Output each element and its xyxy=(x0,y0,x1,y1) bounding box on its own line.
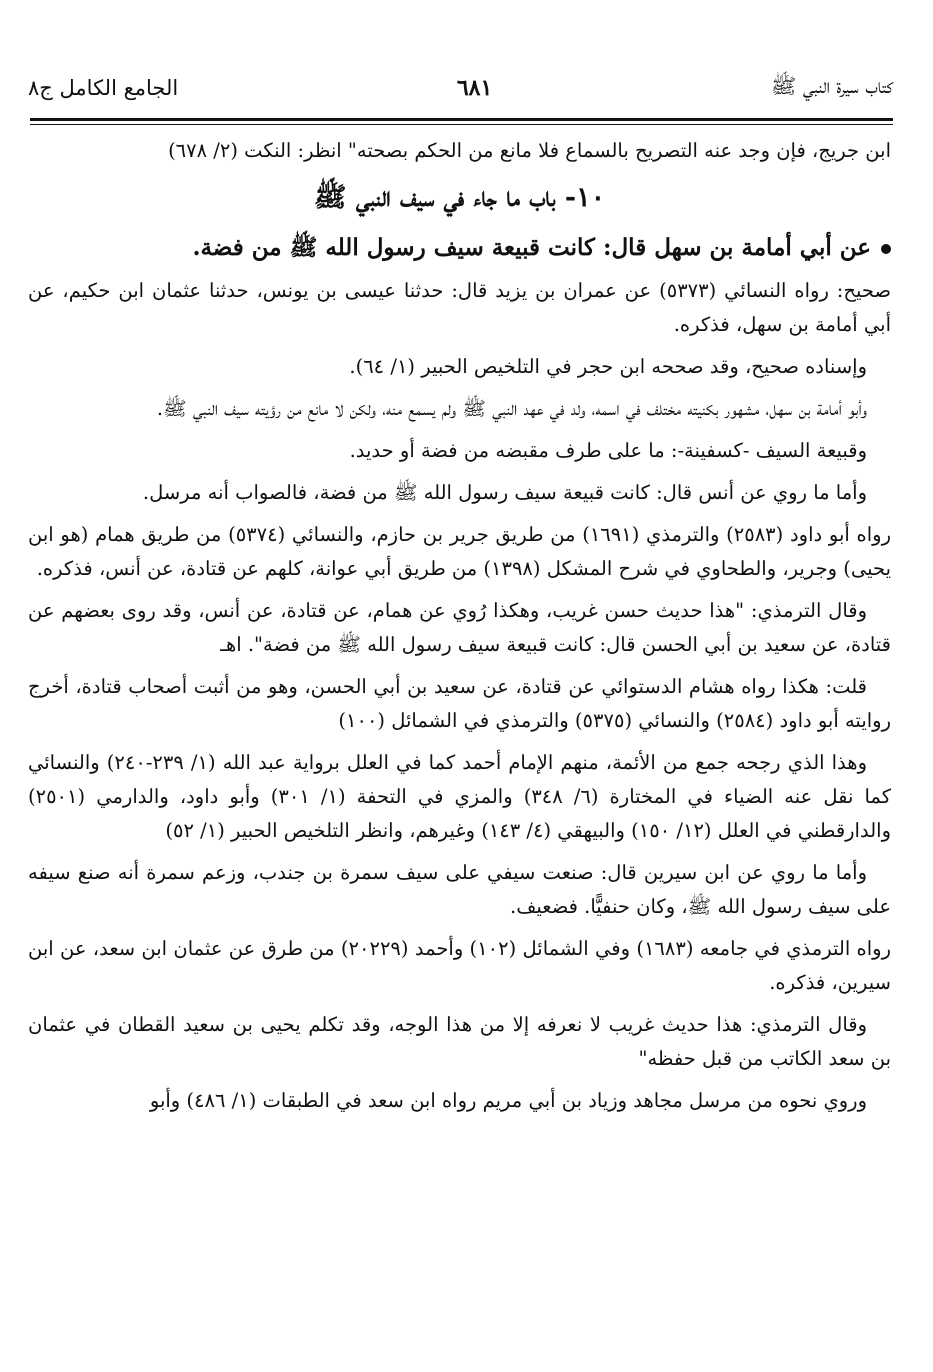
header-rule-thin xyxy=(30,124,893,125)
page-number: ٦٨١ xyxy=(456,75,493,101)
hadith-text xyxy=(28,228,891,268)
header-rule-thick xyxy=(30,118,893,121)
paragraph-definition: وقبيعة السيف -كسفينة-: ما على طرف مقبضه من فضة أو حديد. xyxy=(349,439,867,462)
paragraph-continuation: ابن جريج، فإن وجد عنه التصريح بالسماع فلا مانع من الحكم بصحته" انظر: النكت (٢/ ٦٧٨) xyxy=(168,139,891,162)
paragraph-mursal-note: وروي نحوه من مرسل مجاهد وزياد بن أبي مريم رواه ابن سعد في الطبقات (١/ ٤٨٦) وأبو xyxy=(149,1089,867,1112)
page-body xyxy=(28,134,891,1126)
paragraph-tirmidhi-comment: وقال الترمذي: هذا حديث غريب لا نعرفه إلا من هذا الوجه، وقد تكلم يحيى بن سعيد القطان في عثمان بن سعد الكاتب من قبل حفظه" xyxy=(28,1013,891,1070)
header-book-title: كتاب سيرة النبي ﷺ xyxy=(770,73,893,98)
bullet-icon xyxy=(881,244,891,254)
hadith-text-content: عن أبي أمامة بن سهل قال: كانت قبيعة سيف رسول الله ﷺ من فضة. xyxy=(192,234,871,261)
paragraph-isnad: وإسناده صحيح، وقد صححه ابن حجر في التلخيص الحبير (١/ ٦٤). xyxy=(349,355,867,378)
page-header xyxy=(28,68,893,108)
paragraph-anas-report: وأما ما روي عن أنس قال: كانت قبيعة سيف رسول الله ﷺ من فضة، فالصواب أنه مرسل. xyxy=(142,481,867,504)
header-volume-title: الجامع الكامل ج٨ xyxy=(28,76,179,100)
chapter-heading: ١٠- باب ما جاء في سيف النبي ﷺ xyxy=(313,182,606,213)
paragraph-ibn-sirin-report: وأما ما روي عن ابن سيرين قال: صنعت سيفي على سيف سمرة بن جندب، وزعم سمرة أنه صنع سيفه على سيف رسول الله ﷺ، وكان حنفيًّا. فضعيف. xyxy=(28,861,891,918)
paragraph-anas-takhrij: رواه أبو داود (٢٥٨٣) والترمذي (١٦٩١) من طريق جرير بن حازم، والنسائي (٥٣٧٤) من طريق همام (هو ابن يحيى) وجرير، والطحاوي في شرح المشكل (١٣٩٨) من طريق أبي عوانة، كلهم عن قتادة، عن أنس، فذكره. xyxy=(28,523,892,580)
paragraph-ibn-sirin-takhrij: رواه الترمذي في جامعه (١٦٨٣) وفي الشمائل (١٠٢) وأحمد (٢٠٢٢٩) من طرق عن عثمان ابن سعد، عن ابن سيرين، فذكره. xyxy=(28,937,892,994)
paragraph-takhrij: صحيح: رواه النسائي (٥٣٧٣) عن عمران بن يزيد قال: حدثنا عيسى بن يونس، حدثنا عثمان ابن حكيم، عن أبي أمامة بن سهل، فذكره. xyxy=(28,279,891,336)
paragraph-narrator-note: وأبو أمامة بن سهل، مشهور بكنيته مختلف في اسمه، ولد في عهد النبي ﷺ ولم يسمع منه، ولكن لا مانع من رؤيته سيف النبي ﷺ. xyxy=(156,397,867,420)
paragraph-tirmidhi-quote: وقال الترمذي: "هذا حديث حسن غريب، وهكذا رُوي عن همام، عن قتادة، عن أنس، وقد روى بعضهم عن قتادة، عن سعيد بن أبي الحسن قال: كانت قبيعة سيف رسول الله ﷺ من فضة". اهـ xyxy=(28,599,891,656)
paragraph-imams-preference: وهذا الذي رجحه جمع من الأئمة، منهم الإمام أحمد كما في العلل برواية عبد الله (١/ ٢٣٩-٢٤٠) والنسائي كما نقل عنه الضياء في المختارة (٦/ ٣٤٨) والمزي في التحفة (١/ ٣٠١) وأبو داود، والدارمي (٢٥٠١) والدارقطني في العلل (١٢/ ١٥٠) والبيهقي (٤/ ١٤٣) وغيرهم، وانظر التلخيص الحبير (١/ ٥٢) xyxy=(28,751,891,842)
paragraph-author-note: قلت: هكذا رواه هشام الدستوائي عن قتادة، عن سعيد بن أبي الحسن، وهو من أثبت أصحاب قتادة، أخرج روايته أبو داود (٢٥٨٤) والنسائي (٥٣٧٥) والترمذي في الشمائل (١٠٠) xyxy=(28,675,891,732)
